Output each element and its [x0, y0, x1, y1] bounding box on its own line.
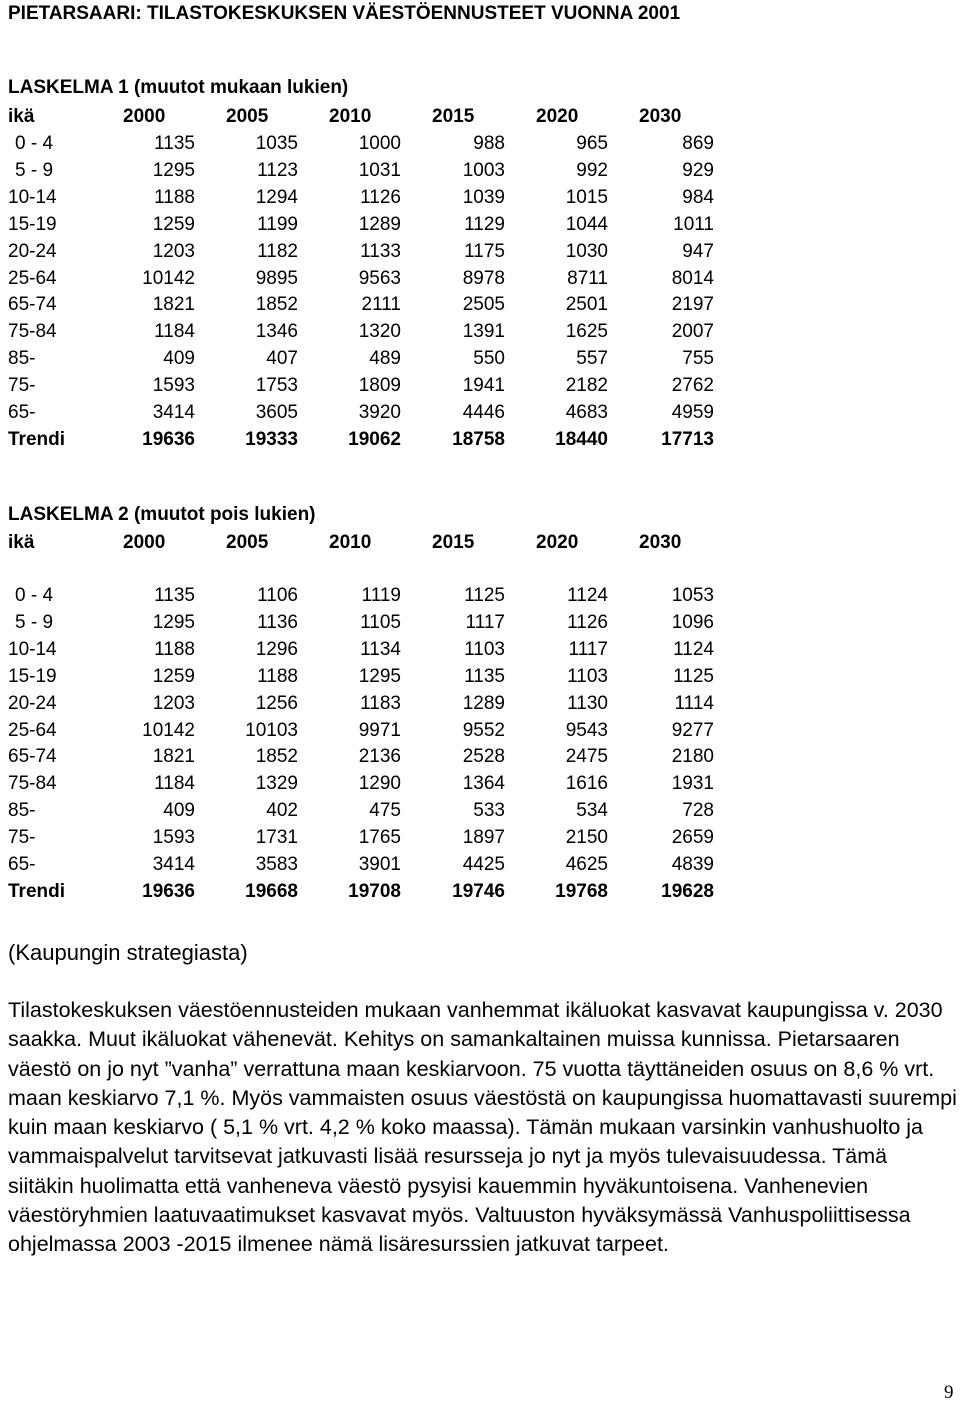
- source-note: (Kaupungin strategiasta): [8, 940, 248, 965]
- table-row: [0, 345, 960, 372]
- value-cell: 1117: [465, 611, 505, 633]
- value-cell: 1030: [565, 240, 608, 262]
- age-group-cell: 75-: [8, 375, 36, 397]
- value-cell: 2659: [671, 827, 714, 849]
- value-cell: 1256: [255, 692, 298, 714]
- value-cell: 965: [576, 133, 608, 154]
- value-cell: 533: [473, 800, 505, 822]
- value-cell: 4446: [462, 402, 505, 423]
- table-row: [0, 743, 960, 770]
- value-cell: 1320: [358, 321, 401, 343]
- table-row: [0, 851, 960, 878]
- column-header-year: 2020: [536, 106, 579, 127]
- value-cell: 557: [576, 348, 608, 370]
- table-1-title: LASKELMA 1 (muutot mukaan lukien): [8, 77, 349, 98]
- value-cell: 1126: [360, 186, 401, 208]
- value-cell: 19636: [142, 880, 195, 902]
- value-cell: 2180: [671, 746, 714, 768]
- value-cell: 1015: [565, 186, 608, 208]
- value-cell: 1123: [257, 159, 298, 181]
- value-cell: 1296: [255, 638, 298, 660]
- value-cell: 1134: [360, 638, 401, 660]
- age-group-cell: 65-: [8, 402, 36, 423]
- value-cell: 1821: [152, 294, 195, 316]
- value-cell: 1105: [360, 611, 401, 633]
- table-row: [0, 130, 960, 157]
- column-header-year: 2010: [329, 106, 372, 127]
- value-cell: 1035: [255, 133, 298, 154]
- value-cell: 4683: [565, 402, 608, 423]
- value-cell: 2528: [462, 746, 505, 768]
- age-group-cell: 75-84: [8, 321, 57, 343]
- column-header-year: 2005: [226, 532, 269, 553]
- value-cell: 1117: [568, 638, 608, 660]
- value-cell: 1182: [257, 240, 298, 262]
- value-cell: 1133: [360, 240, 401, 262]
- age-group-cell: 65-74: [8, 294, 57, 316]
- value-cell: 1124: [567, 585, 608, 606]
- value-cell: 10142: [142, 719, 195, 741]
- value-cell: 3414: [152, 854, 195, 875]
- value-cell: 1941: [462, 375, 505, 397]
- table-row: [0, 157, 960, 184]
- age-group-cell: 25-64: [8, 267, 57, 289]
- value-cell: 2197: [671, 294, 714, 316]
- table-row: [0, 265, 960, 292]
- value-cell: 1135: [464, 665, 505, 687]
- value-cell: 984: [682, 186, 714, 208]
- age-group-cell: 85-: [8, 348, 36, 370]
- value-cell: 407: [266, 348, 298, 370]
- value-cell: 1183: [360, 692, 401, 714]
- value-cell: 4625: [565, 854, 608, 875]
- value-cell: 1290: [358, 773, 401, 795]
- document-title: PIETARSAARI: TILASTOKESKUKSEN VÄESTÖENNUSTEET VUONNA 2001: [8, 3, 681, 24]
- value-cell: 1130: [567, 692, 608, 714]
- value-cell: 8711: [567, 267, 608, 289]
- value-cell: 10142: [142, 267, 195, 289]
- table-row: [0, 770, 960, 797]
- value-cell: 947: [682, 240, 714, 262]
- value-cell: 1135: [154, 133, 195, 154]
- value-cell: 1103: [464, 638, 505, 660]
- value-cell: 1031: [358, 159, 401, 181]
- value-cell: 1188: [154, 638, 195, 660]
- value-cell: 19636: [142, 428, 195, 450]
- value-cell: 1106: [257, 585, 298, 606]
- column-header-year: 2030: [639, 106, 682, 127]
- value-cell: 402: [266, 800, 298, 822]
- column-header-year: 2015: [432, 532, 475, 553]
- value-cell: 18440: [555, 428, 608, 450]
- value-cell: 8014: [671, 267, 714, 289]
- value-cell: 1203: [152, 240, 195, 262]
- value-cell: 2136: [358, 746, 401, 768]
- value-cell: 3605: [255, 402, 298, 423]
- value-cell: 1295: [152, 611, 195, 633]
- value-cell: 1126: [567, 611, 608, 633]
- value-cell: 1931: [671, 773, 714, 795]
- value-cell: 19333: [245, 428, 298, 450]
- table-2-header: [0, 529, 960, 556]
- table-row: [0, 372, 960, 399]
- value-cell: 1188: [154, 186, 195, 208]
- value-cell: 1897: [462, 827, 505, 849]
- value-cell: 4425: [462, 854, 505, 875]
- value-cell: 1765: [358, 827, 401, 849]
- value-cell: 1259: [152, 665, 195, 687]
- age-group-cell: 5 - 9: [15, 159, 54, 181]
- value-cell: 19628: [661, 880, 714, 902]
- value-cell: 1294: [255, 186, 298, 208]
- age-group-cell: Trendi: [8, 880, 66, 902]
- table-1-header: [0, 103, 960, 130]
- value-cell: 475: [369, 800, 401, 822]
- column-header-year: 2010: [329, 532, 372, 553]
- value-cell: 992: [576, 159, 608, 181]
- value-cell: 1593: [152, 827, 195, 849]
- age-group-cell: 0 - 4: [15, 585, 54, 606]
- column-header-age: ikä: [8, 106, 35, 127]
- age-group-cell: 5 - 9: [15, 611, 54, 633]
- value-cell: 1809: [358, 375, 401, 397]
- value-cell: 1184: [154, 773, 195, 795]
- value-cell: 9895: [255, 267, 298, 289]
- age-group-cell: 20-24: [8, 692, 57, 714]
- value-cell: 988: [473, 133, 505, 154]
- value-cell: 1203: [152, 692, 195, 714]
- value-cell: 3414: [152, 402, 195, 423]
- value-cell: 17713: [661, 428, 714, 450]
- value-cell: 18758: [452, 428, 505, 450]
- value-cell: 1124: [673, 638, 714, 660]
- table-row: [0, 797, 960, 824]
- column-header-year: 2000: [123, 106, 166, 127]
- value-cell: 2182: [565, 375, 608, 397]
- value-cell: 1295: [358, 665, 401, 687]
- value-cell: 1096: [671, 611, 714, 633]
- page-number: 9: [944, 1382, 954, 1403]
- value-cell: 3583: [255, 854, 298, 875]
- age-group-cell: 10-14: [8, 186, 57, 208]
- value-cell: 1625: [565, 321, 608, 343]
- table-row: [0, 211, 960, 238]
- value-cell: 534: [576, 800, 608, 822]
- table-row: [0, 184, 960, 211]
- value-cell: 10103: [245, 719, 298, 741]
- table-row: [0, 238, 960, 265]
- value-cell: 4959: [671, 402, 714, 423]
- value-cell: 9971: [358, 719, 401, 741]
- value-cell: 1329: [255, 773, 298, 795]
- value-cell: 1391: [462, 321, 505, 343]
- value-cell: 1295: [152, 159, 195, 181]
- table-row: [0, 582, 960, 609]
- table-row: [0, 663, 960, 690]
- value-cell: 3901: [358, 854, 401, 875]
- value-cell: 8978: [462, 267, 505, 289]
- value-cell: 869: [682, 133, 714, 154]
- age-group-cell: 65-74: [8, 746, 57, 768]
- value-cell: 2501: [565, 294, 608, 316]
- age-group-cell: Trendi: [8, 428, 66, 450]
- table-row: [0, 690, 960, 717]
- value-cell: 1346: [255, 321, 298, 343]
- age-group-cell: 15-19: [8, 213, 57, 235]
- value-cell: 19062: [348, 428, 401, 450]
- column-header-year: 2030: [639, 532, 682, 553]
- value-cell: 1136: [257, 611, 298, 633]
- value-cell: 409: [163, 800, 195, 822]
- value-cell: 3920: [358, 402, 401, 423]
- value-cell: 1852: [255, 294, 298, 316]
- value-cell: 728: [682, 800, 714, 822]
- value-cell: 1053: [671, 585, 714, 606]
- table-2-title: LASKELMA 2 (muutot pois lukien): [8, 504, 316, 525]
- table-row: [0, 609, 960, 636]
- value-cell: 2007: [671, 321, 714, 343]
- value-cell: 1188: [257, 665, 298, 687]
- value-cell: 1129: [464, 213, 505, 235]
- column-header-year: 2005: [226, 106, 269, 127]
- value-cell: 755: [682, 348, 714, 370]
- table-row: [0, 878, 960, 905]
- value-cell: 1044: [565, 213, 608, 235]
- table-row: [0, 291, 960, 318]
- age-group-cell: 85-: [8, 800, 36, 822]
- value-cell: 2505: [462, 294, 505, 316]
- table-row: [0, 824, 960, 851]
- value-cell: 1039: [462, 186, 505, 208]
- age-group-cell: 15-19: [8, 665, 57, 687]
- value-cell: 9277: [671, 719, 714, 741]
- age-group-cell: 75-84: [8, 773, 57, 795]
- age-group-cell: 25-64: [8, 719, 57, 741]
- age-group-cell: 0 - 4: [15, 133, 54, 154]
- value-cell: 1000: [358, 133, 401, 154]
- value-cell: 1616: [565, 773, 608, 795]
- value-cell: 929: [682, 159, 714, 181]
- column-header-year: 2000: [123, 532, 166, 553]
- value-cell: 19708: [348, 880, 401, 902]
- value-cell: 1119: [361, 585, 401, 606]
- value-cell: 1175: [464, 240, 505, 262]
- value-cell: 2762: [671, 375, 714, 397]
- value-cell: 1289: [462, 692, 505, 714]
- value-cell: 9563: [358, 267, 401, 289]
- value-cell: 2111: [361, 294, 401, 316]
- table-row: [0, 318, 960, 345]
- value-cell: 1011: [673, 213, 714, 235]
- value-cell: 409: [163, 348, 195, 370]
- age-group-cell: 75-: [8, 827, 36, 849]
- value-cell: 1125: [464, 585, 505, 606]
- age-group-cell: 65-: [8, 854, 36, 875]
- value-cell: 1184: [154, 321, 195, 343]
- value-cell: 9543: [565, 719, 608, 741]
- value-cell: 489: [369, 348, 401, 370]
- column-header-year: 2020: [536, 532, 579, 553]
- age-group-cell: 20-24: [8, 240, 57, 262]
- table-row: [0, 717, 960, 744]
- value-cell: 1852: [255, 746, 298, 768]
- value-cell: 1731: [255, 827, 298, 849]
- value-cell: 1135: [154, 585, 195, 606]
- value-cell: 19768: [555, 880, 608, 902]
- value-cell: 2150: [565, 827, 608, 849]
- age-group-cell: 10-14: [8, 638, 57, 660]
- column-header-age: ikä: [8, 532, 35, 553]
- value-cell: 19668: [245, 880, 298, 902]
- column-header-year: 2015: [432, 106, 475, 127]
- value-cell: 1593: [152, 375, 195, 397]
- value-cell: 9552: [462, 719, 505, 741]
- value-cell: 1114: [674, 692, 714, 714]
- value-cell: 1125: [673, 665, 714, 687]
- value-cell: 1821: [152, 746, 195, 768]
- value-cell: 19746: [452, 880, 505, 902]
- value-cell: 2475: [565, 746, 608, 768]
- table-row: [0, 399, 960, 426]
- value-cell: 1199: [257, 213, 298, 235]
- table-row: [0, 426, 960, 453]
- body-paragraph: Tilastokeskuksen väestöennusteiden mukaan vanhemmat ikäluokat kasvavat kaupungissa v. 2030 saakka. Muut ikäluokat vähenevät. Kehitys on samankaltainen muissa kunnissa. Pietarsaaren väestö on jo nyt ”vanha” verrattuna maan keskiarvoon. 75 vuotta täyttäneiden osuus on 8,6 % vrt. maan keskiarvo 7,1 %. Myös vammaisten osuus väestöstä on kaupungissa huomattavasti suurempi kuin maan keskiarvo ( 5,1 % vrt. 4,2 % koko maassa). Tämän mukaan varsinkin vanhushuolto ja vammaispalvelut tarvitsevat jatkuvasti lisää resursseja jo nyt ja myös tulevaisuudessa. Tämä siitäkin huolimatta että vanheneva väestö pysyisi kauemmin hyväkuntoisena. Vanhenevien väestöryhmien laatuvaatimukset kasvavat myös. Valtuuston hyväksymässä Vanhuspoliittisessa ohjelmassa 2003 -2015 ilmenee nämä lisäresurssien jatkuvat tarpeet.: [8, 998, 957, 1257]
- value-cell: 1289: [358, 213, 401, 235]
- table-row: [0, 636, 960, 663]
- value-cell: 1003: [462, 159, 505, 181]
- value-cell: 550: [473, 348, 505, 370]
- value-cell: 4839: [671, 854, 714, 875]
- value-cell: 1753: [255, 375, 298, 397]
- value-cell: 1103: [567, 665, 608, 687]
- value-cell: 1259: [152, 213, 195, 235]
- value-cell: 1364: [462, 773, 505, 795]
